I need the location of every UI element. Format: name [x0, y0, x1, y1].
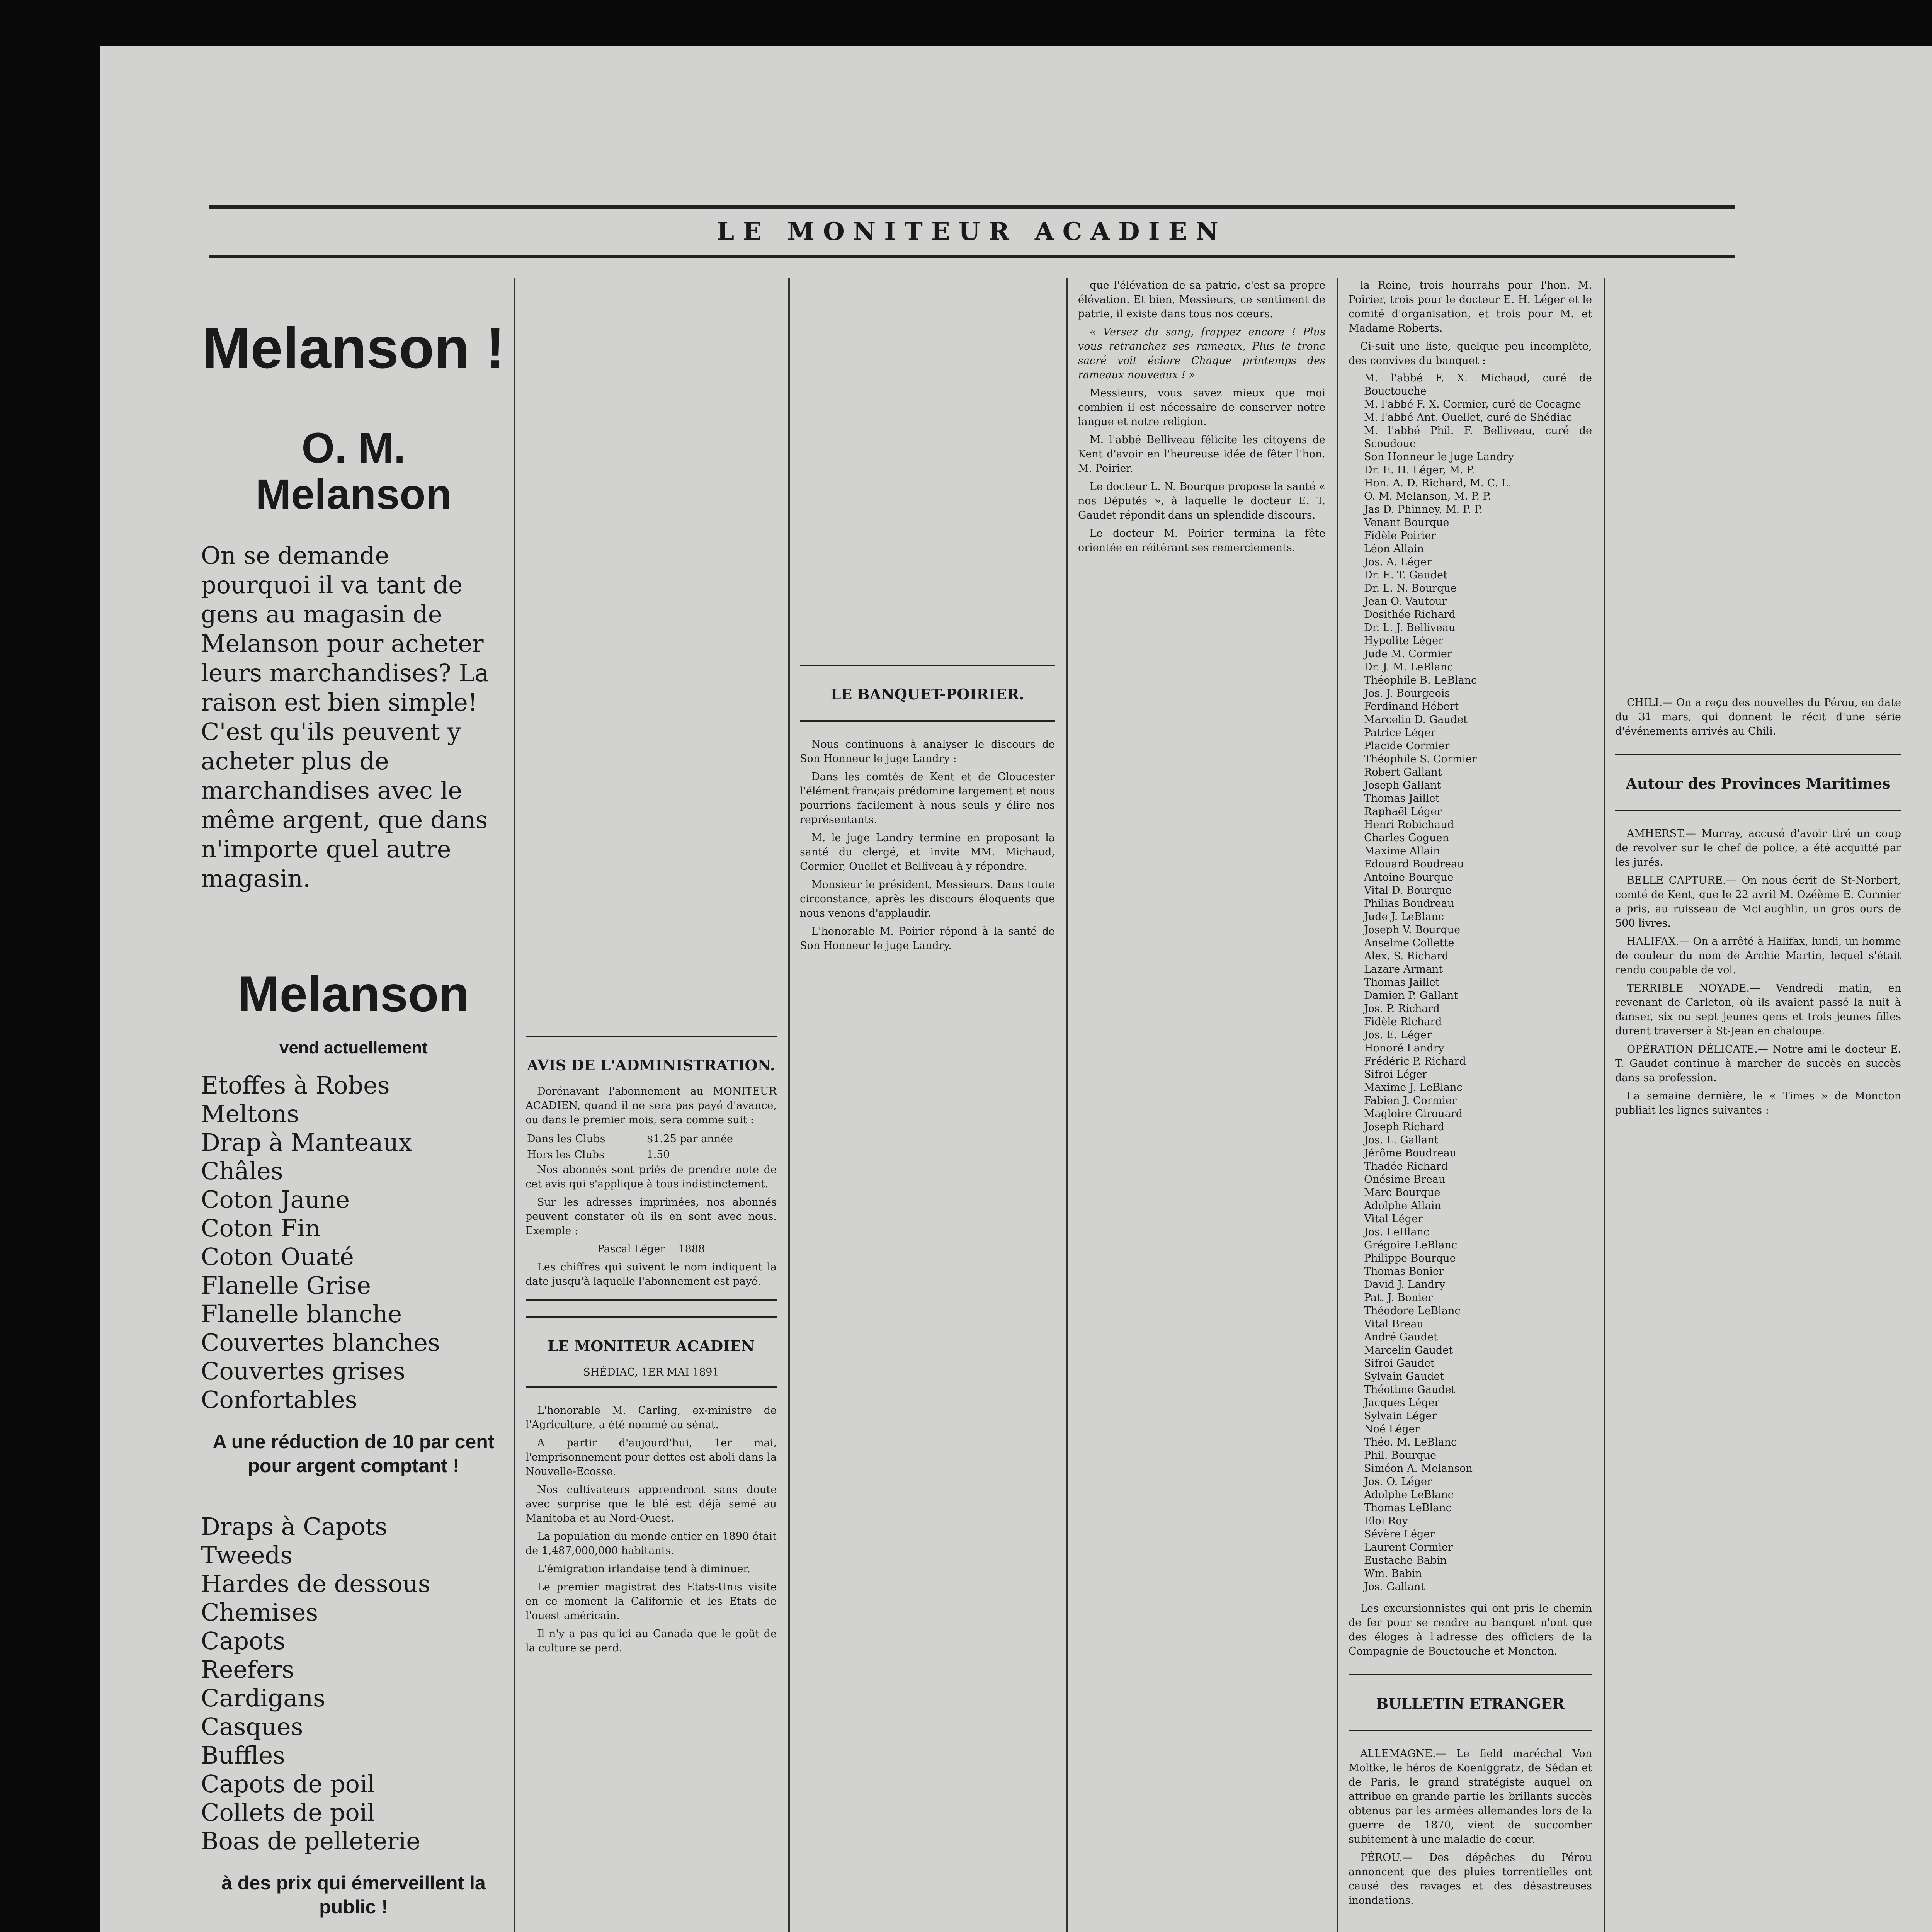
guest-name: Edouard Boudreau	[1364, 858, 1464, 870]
list-item: Cardigans	[201, 1684, 325, 1712]
masthead: LE MONITEUR ACADIEN	[209, 205, 1735, 258]
admin-notice-title: AVIS DE L'ADMINISTRATION.	[527, 1056, 776, 1074]
guest-name: Magloire Girouard	[1364, 1108, 1463, 1120]
example-lead: Sur les adresses imprimées, nos abonnés peuvent constater où ils en sont avec nous. Exemple :	[526, 1196, 777, 1237]
guest-name: M. l'abbé Phil. F. Belliveau, curé de Scoudouc	[1364, 425, 1592, 450]
column-rule	[1604, 278, 1605, 1932]
guest-name: Eustache Babin	[1364, 1554, 1447, 1566]
guest-name: Dr. E. T. Gaudet	[1364, 569, 1447, 581]
guest-name: Alex. S. Richard	[1364, 950, 1449, 962]
discount-note: A une réduction de 10 par cent pour argent comptant !	[213, 1431, 495, 1476]
guest-name: Dr. L. J. Belliveau	[1364, 622, 1456, 634]
guest-name: Hypolite Léger	[1364, 635, 1444, 647]
guest-name: Adolphe Allain	[1364, 1200, 1441, 1212]
column-rule	[1337, 278, 1338, 1932]
guest-name: Théo. M. LeBlanc	[1364, 1436, 1457, 1448]
list-item: Drap à Manteaux	[201, 1128, 412, 1156]
list-item: Coton Ouaté	[201, 1243, 354, 1271]
guest-name: M. l'abbé F. X. Michaud, curé de Bouctouche	[1364, 372, 1592, 397]
rate-label: Dans les Clubs	[527, 1133, 605, 1145]
provinces-paragraph: HALIFAX.— On a arrêté à Halifax, lundi, un homme de couleur du nom de Archie Martin, lequel s'était rendu coupable de vol.	[1615, 935, 1901, 976]
guest-name: Marcelin D. Gaudet	[1364, 714, 1468, 726]
guest-name: Jude J. LeBlanc	[1364, 911, 1444, 923]
column-rule	[1066, 278, 1068, 1932]
guest-name: Maxime J. LeBlanc	[1364, 1082, 1463, 1094]
list-item: Flanelle Grise	[201, 1271, 371, 1299]
guest-name: Fidèle Richard	[1364, 1016, 1442, 1028]
guest-name: M. l'abbé Ant. Ouellet, curé de Shédiac	[1364, 412, 1572, 423]
guest-name: Théodore LeBlanc	[1364, 1305, 1461, 1317]
article-paragraph: M. l'abbé Belliveau félicite les citoyens de Kent d'avoir en l'heureuse idée de fêter l'hon. M. Poirier.	[1078, 434, 1325, 474]
guest-list	[1349, 372, 1592, 1594]
guest-name: Fabien J. Cormier	[1364, 1095, 1457, 1107]
admin-notice	[526, 1036, 777, 1301]
guest-name: Vital Breau	[1364, 1318, 1424, 1330]
guest-name: Marc Bourque	[1364, 1187, 1440, 1199]
guest-name: Phil. Bourque	[1364, 1449, 1437, 1461]
guest-name: Philippe Bourque	[1364, 1252, 1456, 1264]
column-5	[1349, 278, 1592, 1912]
guest-name: Placide Cormier	[1364, 740, 1450, 752]
guest-name: Adolphe LeBlanc	[1364, 1489, 1454, 1501]
guest-name: Jos. Gallant	[1364, 1581, 1425, 1593]
example-name: Pascal Léger	[597, 1243, 665, 1255]
news-paragraph: A partir d'aujourd'hui, 1er mai, l'emprisonnement pour dettes est aboli dans la Nouvelle-Ecosse.	[526, 1437, 777, 1478]
ad-title: Melanson	[238, 966, 469, 1022]
column-2	[526, 278, 777, 1659]
guest-name: Frédéric P. Richard	[1364, 1055, 1466, 1067]
guest-name: Maxime Allain	[1364, 845, 1440, 857]
list-item: Chemises	[201, 1598, 318, 1626]
news-paragraph: Le premier magistrat des Etats-Unis visite en ce moment la Californie et les Etats de l'ouest américain.	[526, 1581, 777, 1622]
guest-name: Marcelin Gaudet	[1364, 1344, 1453, 1356]
guest-name: Jean O. Vautour	[1364, 595, 1447, 607]
guest-name: Dr. J. M. LeBlanc	[1364, 661, 1453, 673]
guest-name: Jos. J. Bourgeois	[1364, 687, 1450, 699]
guest-name: Jos. P. Richard	[1364, 1003, 1440, 1015]
list-item: Couvertes blanches	[201, 1328, 440, 1357]
guest-name: Sévère Léger	[1364, 1528, 1435, 1540]
subscription-rates	[526, 1131, 777, 1163]
article-paragraph: Nous continuons à analyser le discours de Son Honneur le juge Landry :	[800, 738, 1055, 765]
guest-name: Dr. E. H. Léger, M. P.	[1364, 464, 1475, 476]
list-item: Buffles	[201, 1741, 285, 1769]
example-note: Les chiffres qui suivent le nom indiquent la date jusqu'à laquelle l'abonnement est payé.	[526, 1261, 777, 1287]
guest-name: Thomas Jaillet	[1364, 793, 1440, 804]
guest-name: Théotime Gaudet	[1364, 1384, 1456, 1396]
guest-name: Léon Allain	[1364, 543, 1424, 555]
chili-paragraph: CHILI.— On a reçu des nouvelles du Pérou, en date du 31 mars, qui donnent le récit d'une série d'événements arrivés au Chili.	[1615, 697, 1901, 737]
list-item: Meltons	[201, 1100, 299, 1128]
guest-name: Jos. L. Gallant	[1364, 1134, 1439, 1146]
guest-name: Théophile S. Cormier	[1364, 753, 1477, 765]
guest-name: Jude M. Cormier	[1364, 648, 1452, 660]
guest-name: Joseph Gallant	[1364, 779, 1441, 791]
news-paragraph: L'émigration irlandaise tend à diminuer.	[537, 1563, 750, 1575]
banquet-title: LE BANQUET-POIRIER.	[830, 685, 1024, 703]
guest-name: Patrice Léger	[1364, 727, 1436, 739]
list-item: Confortables	[201, 1386, 357, 1414]
bulletin-title: BULLETIN ETRANGER	[1376, 1695, 1565, 1712]
prices-note: à des prix qui émerveillent la public !	[221, 1872, 486, 1918]
guest-name: Antoine Bourque	[1364, 871, 1454, 883]
ad-subtitle: vend actuellement	[279, 1038, 428, 1057]
guest-name: Vital D. Bourque	[1364, 884, 1452, 896]
news-paragraph: Il n'y a pas qu'ici au Canada que le goût de la culture se perd.	[526, 1628, 777, 1654]
column-3	[800, 278, 1055, 957]
article-paragraph: M. le juge Landry termine en proposant la santé du clergé, et invite MM. Michaud, Cormier, Ouellet et Belliveau à y répondre.	[800, 832, 1055, 872]
guest-name: Son Honneur le juge Landry	[1364, 451, 1514, 463]
guest-name: Robert Gallant	[1364, 766, 1442, 778]
table-row	[526, 1147, 777, 1163]
provinces-paragraph: La semaine dernière, le « Times » de Moncton publiait les lignes suivantes :	[1615, 1090, 1901, 1116]
guest-name: Joseph V. Bourque	[1364, 924, 1461, 936]
list-item: Hardes de dessous	[201, 1570, 430, 1598]
guest-name: Jérôme Boudreau	[1364, 1147, 1457, 1159]
article-paragraph: L'honorable M. Poirier répond à la santé de Son Honneur le juge Landry.	[800, 925, 1055, 952]
ad-headline: Melanson !	[202, 315, 505, 380]
store-name: O. M. Melanson	[255, 424, 452, 518]
guest-name: Grégoire LeBlanc	[1364, 1239, 1458, 1251]
guest-name: Dosithée Richard	[1364, 609, 1456, 621]
guest-name: Wm. Babin	[1364, 1568, 1422, 1580]
guest-name: Thomas LeBlanc	[1364, 1502, 1452, 1514]
news-paragraph: L'honorable M. Carling, ex-ministre de l'Agriculture, a été nommé au sénat.	[526, 1405, 777, 1431]
guest-name: Jos. A. Léger	[1364, 556, 1432, 568]
guest-name: Honoré Landry	[1364, 1042, 1444, 1054]
guest-name: Théophile B. LeBlanc	[1364, 674, 1477, 686]
provinces-paragraph: BELLE CAPTURE.— On nous écrit de St-Norbert, comté de Kent, que le 22 avril M. Ozéème E. Cormier a pris, au ruisseau de McLaughlin, un gros ours de 500 livres.	[1615, 874, 1901, 929]
guest-name: Dr. L. N. Bourque	[1364, 582, 1457, 594]
bulletin-paragraph: ALLEMAGNE.— Le field maréchal Von Moltke, le héros de Koeniggratz, de Sédan et de Paris, le grand stratégiste auquel on attribue en grande partie les brillants succès obtenus par les armées allemandes lors de la guerre de 1870, vient de succomber subitement à une maladie de cœur.	[1349, 1748, 1592, 1845]
guest-name: Thomas Jaillet	[1364, 976, 1440, 988]
guest-name: Siméon A. Melanson	[1364, 1463, 1473, 1475]
news-paragraph: Nos cultivateurs apprendront sans doute avec surprise que le blé est déjà semé au Manitoba et au Nord-Ouest.	[526, 1484, 777, 1524]
nameplate-title: LE MONITEUR ACADIEN	[548, 1337, 755, 1355]
provinces-paragraph: OPÉRATION DÉLICATE.— Notre ami le docteur E. T. Gaudet continue à marcher de succès en succès dans sa profession.	[1615, 1043, 1901, 1084]
column-6	[1615, 278, 1901, 1121]
guest-name: Charles Goguen	[1364, 832, 1449, 844]
rate-price: $1.25 par année	[646, 1133, 733, 1145]
thanks-paragraph: Les excursionnistes qui ont pris le chemin de fer pour se rendre au banquet n'ont que des éloges à l'adresse des officiers de la Compagnie de Bouctouche et Moncton.	[1349, 1602, 1592, 1657]
provinces-paragraph: AMHERST.— Murray, accusé d'avoir tiré un coup de revolver sur le chef de police, a été acquitté par les jurés.	[1615, 828, 1901, 868]
column-4	[1078, 278, 1325, 559]
guest-name: Pat. J. Bonier	[1364, 1292, 1433, 1304]
list-item: Couvertes grises	[201, 1357, 405, 1385]
provinces-title: Autour des Provinces Maritimes	[1626, 775, 1891, 792]
guest-name: Fidèle Poirier	[1364, 530, 1436, 542]
article-paragraph: Messieurs, vous savez mieux que moi combien il est nécessaire de conserver notre langue et notre religion.	[1078, 387, 1325, 428]
guest-name: Joseph Richard	[1364, 1121, 1444, 1133]
guest-name: André Gaudet	[1364, 1331, 1438, 1343]
article-paragraph: Monsieur le président, Messieurs. Dans toute circonstance, après les discours éloquents que nous venons d'applaudir.	[800, 879, 1055, 919]
guest-name: Jos. O. Léger	[1364, 1476, 1432, 1488]
guest-name: Jacques Léger	[1364, 1397, 1440, 1409]
goods-list-fabrics	[201, 1071, 506, 1414]
column-rule	[788, 278, 790, 1932]
list-item: Capots de poil	[201, 1770, 375, 1798]
bulletin-heading-box	[1349, 1674, 1592, 1731]
list-item: Coton Fin	[201, 1214, 321, 1242]
guest-name: Vital Léger	[1364, 1213, 1423, 1225]
guest-name: M. l'abbé F. X. Cormier, curé de Cocagne	[1364, 398, 1581, 410]
guest-list-intro: Ci-suit une liste, quelque peu incomplète, des convives du banquet :	[1349, 340, 1592, 367]
column-rule	[514, 278, 515, 1932]
news-paragraph: La population du monde entier en 1890 était de 1,487,000,000 habitants.	[526, 1531, 777, 1557]
guest-name: Sifroi Léger	[1364, 1068, 1427, 1080]
guest-name: Laurent Cormier	[1364, 1541, 1453, 1553]
guest-name: Raphaël Léger	[1364, 806, 1442, 818]
list-item: Collets de poil	[201, 1798, 375, 1827]
guest-name: Hon. A. D. Richard, M. C. L.	[1364, 477, 1512, 489]
guest-name: Damien P. Gallant	[1364, 990, 1458, 1002]
list-item: Reefers	[201, 1655, 294, 1684]
article-paragraph: Dans les comtés de Kent et de Gloucester l'élément français prédomine largement et nous pourrions facilement à nous seuls y élire nos représentants.	[800, 771, 1055, 826]
rate-price: 1.50	[646, 1149, 670, 1161]
guest-name: Noé Léger	[1364, 1423, 1420, 1435]
list-item: Coton Jaune	[201, 1185, 350, 1214]
list-item: Capots	[201, 1627, 286, 1655]
rate-label: Hors les Clubs	[527, 1149, 605, 1161]
bulletin-paragraph: PÉROU.— Des dépêches du Pérou annoncent que des pluies torrentielles ont causé des ravages et des désastreuses inondations.	[1349, 1852, 1592, 1906]
article-paragraph: Le docteur L. N. Bourque propose la santé « nos Députés », à laquelle le docteur E. T. Gaudet répondit dans un splendide discours.	[1078, 481, 1325, 521]
guest-name: Jos. E. Léger	[1364, 1029, 1432, 1041]
goods-list-clothing	[201, 1512, 506, 1855]
article-paragraph: la Reine, trois hourrahs pour l'hon. M. Poirier, trois pour le docteur E. H. Léger et le comité d'organisation, et trois pour M. et Madame Roberts.	[1349, 279, 1592, 334]
guest-name: Thomas Bonier	[1364, 1265, 1444, 1277]
guest-name: Onésime Breau	[1364, 1173, 1446, 1185]
example-label	[526, 1242, 777, 1256]
guest-name: O. M. Melanson, M. P. P.	[1364, 490, 1491, 502]
guest-name: Venant Bourque	[1364, 517, 1449, 529]
table-row	[526, 1131, 777, 1147]
guest-name: Sylvain Gaudet	[1364, 1371, 1444, 1383]
guest-name: Jas D. Phinney, M. P. P.	[1364, 503, 1483, 515]
guest-name: Eloi Roy	[1364, 1515, 1408, 1527]
guest-name: Philias Boudreau	[1364, 898, 1454, 910]
admin-notice-text: Dorénavant l'abonnement au MONITEUR ACADIEN, quand il ne sera pas payé d'avance, ou dans le premier mois, sera comme suit :	[526, 1085, 777, 1126]
article-paragraph: Le docteur M. Poirier termina la fête orientée en réitérant ses remerciements.	[1078, 527, 1325, 554]
article-paragraph: que l'élévation de sa patrie, c'est sa propre élévation. Et bien, Messieurs, ce sentiment de patrie, il existe dans tous nos cœurs.	[1078, 279, 1325, 320]
guest-name: Ferdinand Hébert	[1364, 701, 1459, 713]
melanson-advertisement	[201, 278, 506, 1932]
guest-name: Lazare Armant	[1364, 963, 1443, 975]
list-item: Casques	[201, 1713, 303, 1741]
provinces-heading-box	[1615, 754, 1901, 811]
guest-name: Sifroi Gaudet	[1364, 1357, 1435, 1369]
example-year: 1888	[678, 1243, 705, 1255]
banquet-heading-box	[800, 665, 1055, 722]
dateline: SHÉDIAC, 1ER MAI 1891	[583, 1366, 719, 1378]
provinces-paragraph: TERRIBLE NOYADE.— Vendredi matin, en revenant de Carleton, où ils avaient passé la nuit à danser, six ou sept jeunes gens et trois jeunes filles durent traverser à St-Jean en chaloupe.	[1615, 982, 1901, 1037]
guest-name: Henri Robichaud	[1364, 819, 1454, 831]
editorial-nameplate	[526, 1316, 777, 1388]
admin-notice-more: Nos abonnés sont priés de prendre note de cet avis qui s'applique à tous indistinctement.	[526, 1164, 777, 1190]
guest-name: Jos. LeBlanc	[1364, 1226, 1430, 1238]
poem-quote: « Versez du sang, frappez encore ! Plus vous retranchez ses rameaux, Plus le tronc sacré voit éclore Chaque printemps des rameaux nouveaux ! »	[1078, 326, 1325, 381]
list-item: Draps à Capots	[201, 1512, 388, 1541]
list-item: Boas de pelleterie	[201, 1827, 420, 1855]
list-item: Flanelle blanche	[201, 1300, 402, 1328]
guest-name: Thadée Richard	[1364, 1160, 1448, 1172]
guest-name: David J. Landry	[1364, 1279, 1446, 1291]
guest-name: Sylvain Léger	[1364, 1410, 1437, 1422]
ad-pitch: On se demande pourquoi il va tant de gens au magasin de Melanson pour acheter leurs marchandises? La raison est bien simple! C'est qu'ils peuvent y acheter plus de marchandises avec le même argent, que dans n'importe quel autre magasin.	[201, 541, 489, 893]
list-item: Etoffes à Robes	[201, 1071, 390, 1099]
list-item: Tweeds	[201, 1541, 293, 1569]
list-item: Châles	[201, 1157, 283, 1185]
guest-name: Anselme Collette	[1364, 937, 1454, 949]
